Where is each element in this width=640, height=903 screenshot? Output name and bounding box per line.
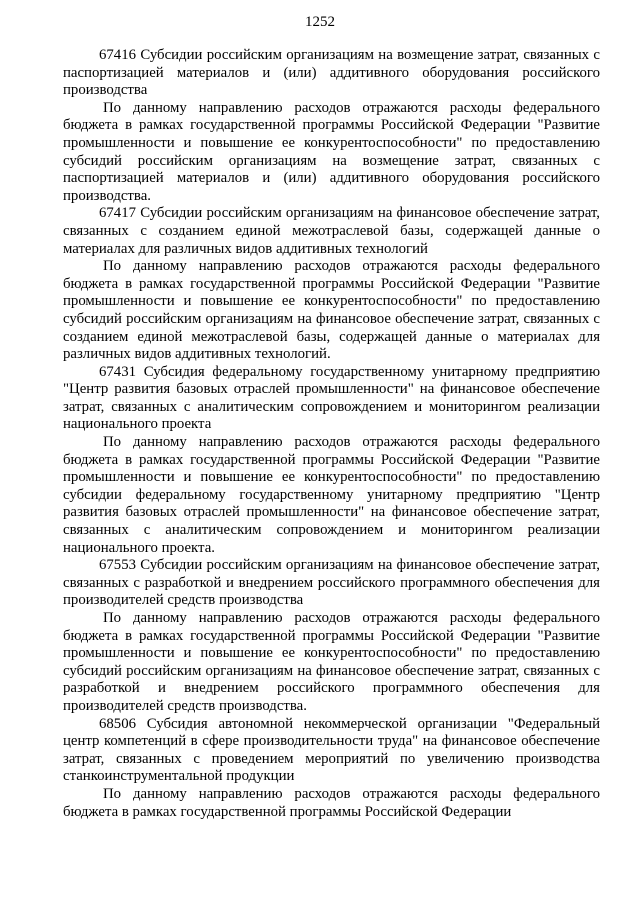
expense-code-heading: 68506 Субсидия автономной некоммерческой организации "Федеральный центр компетенций в сфере производительности труда" на финансовое обеспечение затрат, связанных с проведением мероприятий по увеличению производства станкоинструментальной продукции: [63, 715, 600, 785]
expense-description: По данному направлению расходов отражаются расходы федерального бюджета в рамках государственной программы Российской Федерации "Развитие промышленности и повышение ее конкурентоспособности" по предоставлению субсидий российским организациям на финансовое обеспечение затрат, связанных с созданием единой межотраслевой базы, содержащей данные о материалах для различных видов аддитивных технологий.: [63, 258, 600, 363]
expense-code-heading: 67431 Субсидия федеральному государственному унитарному предприятию "Центр развития базовых отраслей промышленности" на финансовое обеспечение затрат, связанных с аналитическим сопровождением и мониторингом реализации национального проекта: [63, 363, 600, 433]
expense-description: По данному направлению расходов отражаются расходы федерального бюджета в рамках государственной программы Российской Федерации "Развитие промышленности и повышение ее конкурентоспособности" по предоставлению субсидий российским организациям на финансовое обеспечение затрат, связанных с разработкой и внедрением российского программного обеспечения для производителей средств производства.: [63, 610, 600, 714]
expense-code-heading: 67417 Субсидии российским организациям на финансовое обеспечение затрат, связанных с созданием единой межотраслевой базы, содержащей данные о материалах для различных видов аддитивных технологий: [63, 205, 600, 257]
page-number: 1252: [305, 14, 335, 30]
expense-code-heading: 67553 Субсидии российским организациям на финансовое обеспечение затрат, связанных с разработкой и внедрением российского программного обеспечения для производителей средств производства: [63, 557, 600, 609]
expense-description: По данному направлению расходов отражаются расходы федерального бюджета в рамках государственной программы Российской Федерации: [63, 785, 600, 820]
expense-description: По данному направлению расходов отражаются расходы федерального бюджета в рамках государственной программы Российской Федерации "Развитие промышленности и повышение ее конкурентоспособности" по предоставлению субсидии федеральному государственному унитарному предприятию "Центр развития базовых отраслей промышленности" на финансовое обеспечение затрат, связанных с аналитическим сопровождением и мониторингом реализации национального проекта.: [63, 434, 600, 556]
expense-code-heading: 67416 Субсидии российским организациям на возмещение затрат, связанных с паспортизацией материалов и (или) аддитивного оборудования российского производства: [63, 47, 600, 99]
document-body: [63, 47, 600, 821]
expense-description: По данному направлению расходов отражаются расходы федерального бюджета в рамках государственной программы Российской Федерации "Развитие промышленности и повышение ее конкурентоспособности" по предоставлению субсидий российским организациям на возмещение затрат, связанных с паспортизацией материалов и (или) аддитивного оборудования российского производства.: [63, 99, 600, 204]
